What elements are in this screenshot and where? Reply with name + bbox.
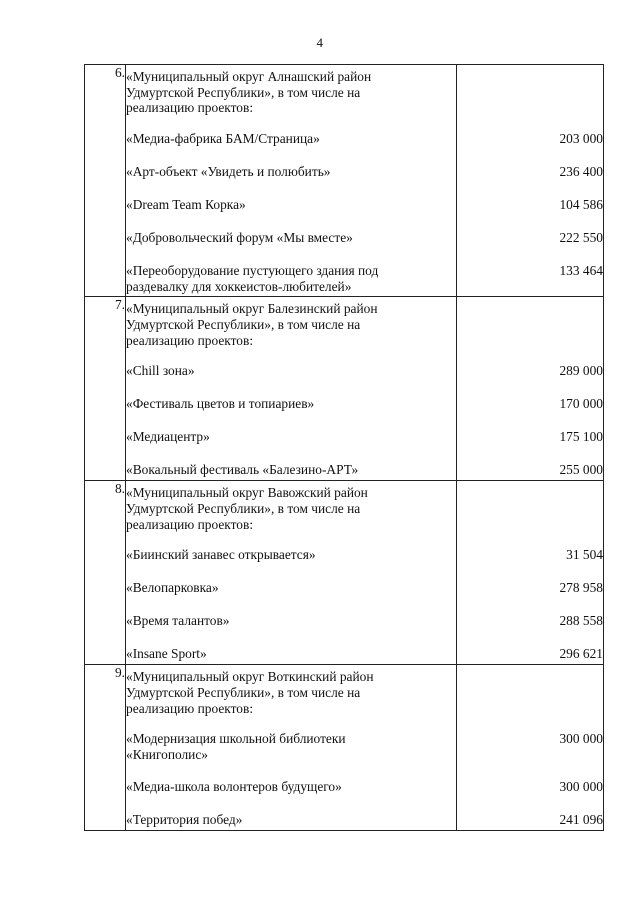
project-name-line: «Вокальный фестиваль «Балезино-АРТ» [126, 462, 359, 478]
page-number: 4 [316, 35, 324, 50]
project-amount: 288 558 [559, 613, 603, 629]
funding-table [84, 64, 604, 831]
section-number: 9. [85, 665, 126, 831]
municipality-header [126, 65, 456, 116]
project-amount: 31 504 [566, 547, 603, 563]
project-name-line: «Модернизация школьной библиотеки [126, 731, 346, 747]
project-name [126, 215, 456, 248]
project-amount: 300 000 [559, 731, 603, 747]
project-amount: 296 621 [559, 646, 603, 662]
project-name-line: «Книгополис» [126, 747, 208, 763]
project-amount: 278 958 [559, 580, 603, 596]
project-amount: 300 000 [559, 779, 603, 795]
project-name-line: «Chill зона» [126, 363, 195, 379]
project-amount-slot [457, 598, 603, 631]
project-amount: 170 000 [559, 396, 603, 412]
section-text-cell [126, 297, 457, 481]
municipality-header-line: реализацию проектов: [126, 332, 254, 348]
project-amount-slot [457, 182, 603, 215]
project-amount: 175 100 [559, 429, 603, 445]
section-row [85, 297, 604, 481]
project-name [126, 248, 456, 296]
section-row [85, 481, 604, 665]
municipality-header-line: Удмуртской Республики», в том числе на [126, 84, 361, 100]
header-amount-spacer [457, 665, 603, 716]
section-number: 6. [85, 65, 126, 297]
project-amount-slot [457, 797, 603, 830]
project-name [126, 348, 456, 381]
project-name [126, 565, 456, 598]
project-amount: 289 000 [559, 363, 603, 379]
project-name-line: «Время талантов» [126, 613, 230, 629]
section-text-cell [126, 481, 457, 665]
municipality-header-line: «Муниципальный округ Воткинский район [126, 669, 374, 685]
section-amount-cell [457, 481, 604, 665]
project-amount-slot [457, 716, 603, 764]
project-amount: 133 464 [559, 263, 603, 279]
project-amount: 255 000 [559, 462, 603, 478]
section-row [85, 65, 604, 297]
project-name-line: «Территория побед» [126, 812, 243, 828]
project-amount: 104 586 [559, 197, 603, 213]
municipality-header [126, 297, 456, 348]
project-amount-slot [457, 631, 603, 664]
project-name-line: «Добровольческий форум «Мы вместе» [126, 230, 353, 246]
municipality-header-line: «Муниципальный округ Балезинский район [126, 301, 378, 317]
section-amount-cell [457, 665, 604, 831]
project-name [126, 149, 456, 182]
project-name [126, 381, 456, 414]
project-name-line: «Dream Team Корка» [126, 197, 246, 213]
project-amount-slot [457, 764, 603, 797]
municipality-header [126, 665, 456, 716]
project-name-line: «Арт-объект «Увидеть и полюбить» [126, 164, 331, 180]
municipality-header-line: «Муниципальный округ Вавожский район [126, 485, 368, 501]
municipality-header-line: «Муниципальный округ Алнашский район [126, 69, 372, 84]
municipality-header-line: реализацию проектов: [126, 516, 254, 532]
project-amount-slot [457, 381, 603, 414]
project-name [126, 414, 456, 447]
section-amount-cell [457, 297, 604, 481]
section-text-cell [126, 665, 457, 831]
project-amount-slot [457, 532, 603, 565]
project-amount-slot [457, 348, 603, 381]
project-name [126, 631, 456, 664]
project-amount-slot [457, 215, 603, 248]
project-name-line: «Медиа-школа волонтеров будущего» [126, 779, 342, 795]
project-name [126, 716, 456, 764]
header-amount-spacer [457, 65, 603, 116]
project-name-line: «Фестиваль цветов и топиариев» [126, 396, 315, 412]
project-name [126, 598, 456, 631]
project-amount-slot [457, 248, 603, 296]
municipality-header-line: реализацию проектов: [126, 100, 254, 116]
municipality-header-line: Удмуртской Республики», в том числе на [126, 316, 361, 332]
section-amount-cell [457, 65, 604, 297]
project-name-line: «Insane Sport» [126, 646, 207, 662]
municipality-header-line: Удмуртской Республики», в том числе на [126, 685, 361, 701]
section-number: 7. [85, 297, 126, 481]
project-amount-slot [457, 565, 603, 598]
section-text-cell [126, 65, 457, 297]
project-amount-slot [457, 149, 603, 182]
project-name-line: раздевалку для хоккеистов-любителей» [126, 278, 352, 294]
municipality-header-line: Удмуртской Республики», в том числе на [126, 500, 361, 516]
project-name-line: «Биинский занавес открывается» [126, 547, 316, 563]
project-name [126, 532, 456, 565]
project-amount: 222 550 [559, 230, 603, 246]
project-amount: 236 400 [559, 164, 603, 180]
project-name [126, 116, 456, 149]
project-name-line: «Медиацентр» [126, 429, 210, 445]
project-name [126, 797, 456, 830]
project-name-line: «Переоборудование пустующего здания под [126, 263, 379, 279]
project-amount-slot [457, 414, 603, 447]
project-name [126, 182, 456, 215]
project-amount-slot [457, 116, 603, 149]
section-row [85, 665, 604, 831]
section-number: 8. [85, 481, 126, 665]
municipality-header-line: реализацию проектов: [126, 700, 254, 716]
header-amount-spacer [457, 481, 603, 532]
project-amount-slot [457, 447, 603, 480]
project-name [126, 764, 456, 797]
project-amount: 203 000 [559, 131, 603, 147]
project-name-line: «Медиа-фабрика БАМ/Страница» [126, 131, 320, 147]
project-amount: 241 096 [559, 812, 603, 828]
municipality-header [126, 481, 456, 532]
project-name-line: «Велопарковка» [126, 580, 219, 596]
header-amount-spacer [457, 297, 603, 348]
project-name [126, 447, 456, 480]
